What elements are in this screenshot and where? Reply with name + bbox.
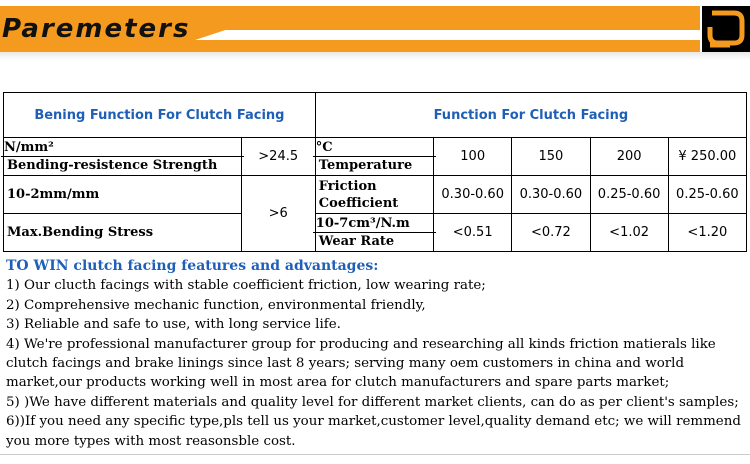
list-item: 2) Comprehensive mechanic function, environmental friendly, (6, 297, 426, 313)
strength-value: >24.5 (241, 138, 315, 176)
coefficient-label: Coefficient (318, 195, 399, 211)
page-title: Paremeters (2, 14, 191, 44)
strength-unit: N/mm² (1, 139, 244, 157)
table-cell: 150 (512, 138, 590, 176)
strength-label: Bending-resistence Strength (7, 158, 218, 173)
left-table-header: Bening Function For Clutch Facing (4, 93, 316, 138)
banner-lower-bar (178, 40, 700, 52)
table-cell: ¥ 250.00 (668, 138, 746, 176)
max-stress-label: Max.Bending Stress (4, 214, 242, 252)
table-row (4, 214, 747, 252)
table-cell: 0.30-0.60 (512, 176, 590, 214)
temperature-label: Temperature (318, 158, 413, 173)
table-cell: <0.72 (512, 214, 590, 252)
list-item: 4) We're professional manufacturer group for producing and researching all kinds friction matierals like clutch facings and brake linings since last 8 years; serving many oem customers in china and world market,our products working well in most area for clutch manufacturers and spare parts market; (6, 336, 716, 391)
wear-unit: 10-7cm³/N.m (313, 215, 436, 233)
table-cell: 0.25-0.60 (668, 176, 746, 214)
table-cell: <1.20 (668, 214, 746, 252)
deflection-value: >6 (241, 176, 315, 252)
table-cell: 100 (434, 138, 512, 176)
table-cell: <1.02 (590, 214, 668, 252)
temperature-unit: °C (313, 139, 436, 157)
friction-label: Friction (318, 178, 377, 194)
bottom-divider (0, 454, 750, 455)
table-cell: <0.51 (434, 214, 512, 252)
wear-label: Wear Rate (318, 234, 395, 249)
list-item: 6))If you need any specific type,pls tell us your market,customer level,quality demand etc; we will remmend you more types with most reasonsble cost. (6, 414, 741, 449)
advantages-title: TO WIN clutch facing features and advantages: (6, 258, 379, 274)
list-item: 5) )We have different materials and quality level for different market clients, can do as per client's samples; (6, 394, 739, 410)
table-cell: 200 (590, 138, 668, 176)
right-table-header: Function For Clutch Facing (315, 93, 746, 138)
list-item: 3) Reliable and safe to use, with long service life. (6, 317, 341, 333)
table-cell: 0.25-0.60 (590, 176, 668, 214)
table-cell: 0.30-0.60 (434, 176, 512, 214)
list-item: 1) Our clucth facings with stable coefficient friction, low wearing rate; (6, 278, 486, 294)
banner-shadow (0, 52, 750, 60)
table-row (4, 176, 747, 214)
banner-stripe (195, 30, 700, 40)
table-row (4, 138, 747, 176)
brand-logo-icon (702, 6, 750, 52)
advantages-section (6, 257, 746, 451)
specs-table (3, 92, 747, 252)
deflection-label: 10-2mm/mm (4, 176, 242, 214)
header-banner (0, 0, 750, 64)
